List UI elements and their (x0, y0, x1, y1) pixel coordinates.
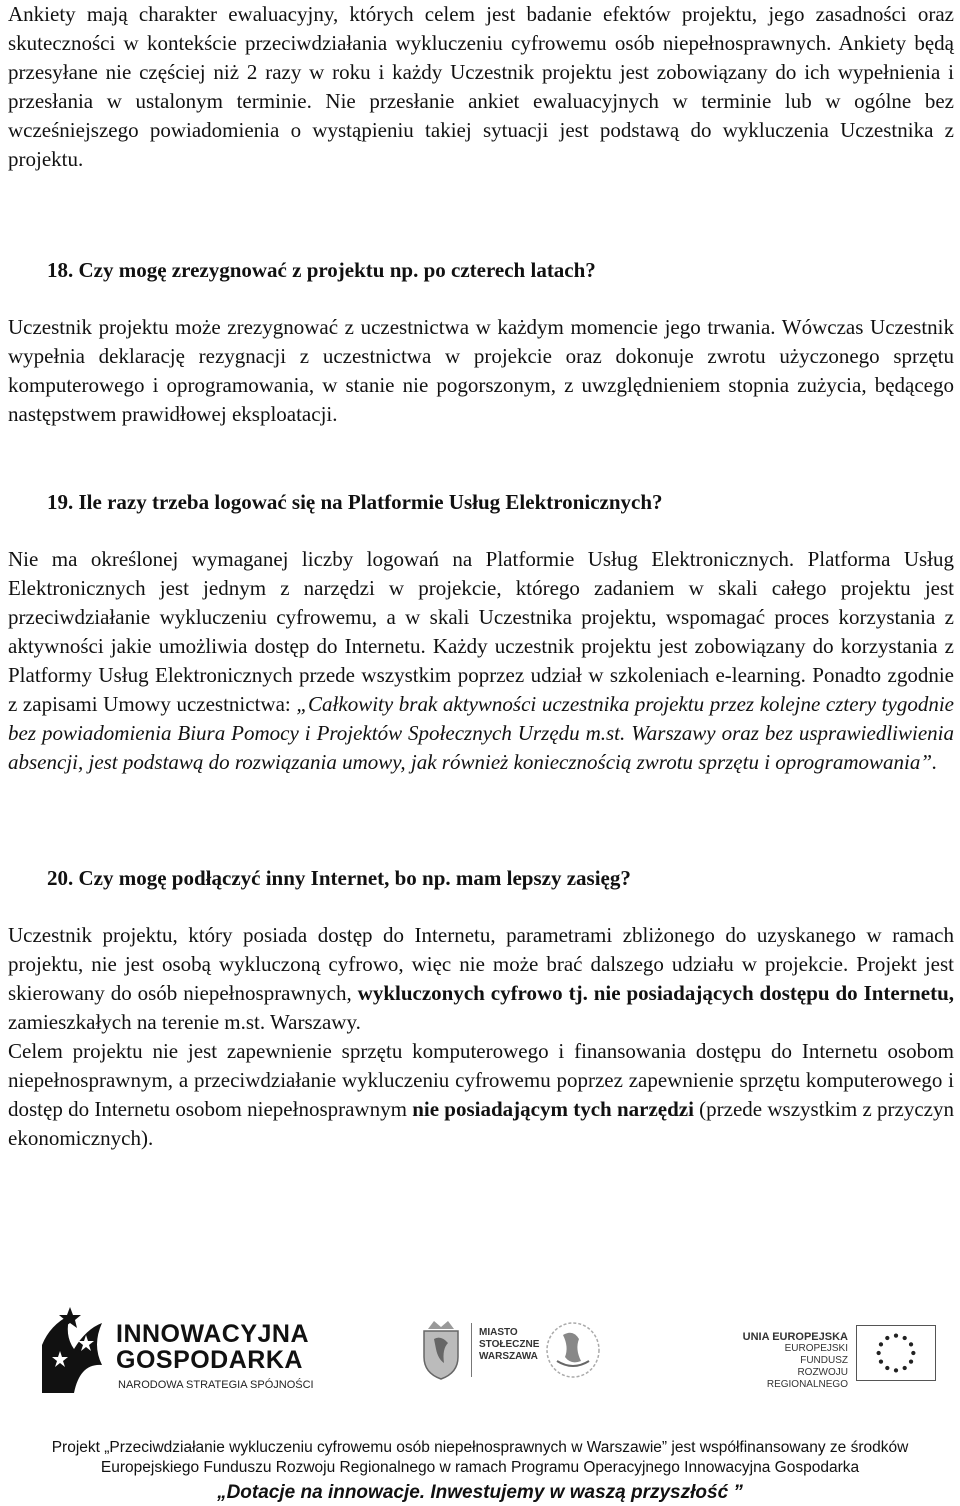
q20-p2-text: Celem projektu nie jest zapewnienie sprzętu komputerowego i finansowania dostępu do Internetu osobom niepełnosprawnym, a przeciwdziałanie wykluczeniu cyfrowemu poprzez zapewnienie sprzętu komputerowego i dostęp do Internetu osobom niepełnosprawnym (8, 1039, 954, 1121)
eu-text (738, 1331, 848, 1391)
innowacyjna-gospodarka-mark-icon (40, 1305, 106, 1395)
q19-text: Nie ma określonej wymaganej liczby logowań na Platformie Usług Elektronicznych. Platforma Usług Elektronicznych jest jednym z narzędzi w projekcie, którego zadaniem w skali całego projektu jest przeciwdziałanie wykluczeniu cyfrowemu, a w skali Uczestnika projektu, wspomagać proces korzystania z aktywności jakie umożliwia dostęp do Internetu. Każdy uczestnik projektu jest zobowiązany do korzystania z Platformy Usług Elektronicznych przede wszystkim poprzez udział w szkoleniach e-learning. Ponadto zgodnie z zapisami Umowy uczestnictwa: (8, 547, 954, 716)
eu-line1: UNIA EUROPEJSKA (742, 1331, 848, 1343)
ig-line1: INNOWACYJNA (116, 1320, 310, 1348)
q20-p1-text-end: zamieszkałych na terenie m.st. Warszawy. (8, 1010, 361, 1034)
q18-text: Uczestnik projektu może zrezygnować z uczestnictwa w każdym momencie jego trwania. Wówczas Uczestnik wypełnia deklarację rezygnacji z uczestnictwa w projekcie oraz dokonuje zwrotu użyczonego sprzętu komputerowego i oprogramowania, w stanie nie pogorszonym, z uwzględnieniem stopnia zużycia, będącego następstwem prawidłowej eksploatacji. (8, 315, 954, 426)
ig-line3: NARODOWA STRATEGIA SPÓJNOŚCI (118, 1379, 314, 1391)
question-19-heading: 19. Ile razy trzeba logować się na Platformie Usług Elektronicznych? (47, 490, 663, 514)
intro-paragraph (8, 0, 954, 174)
q20-p1-bold: wykluczonych cyfrowo tj. nie posiadających dostępu do Internetu, (357, 981, 954, 1005)
question-18-heading: 18. Czy mogę zrezygnować z projektu np. po czterech latach? (47, 258, 596, 282)
question-20-heading: 20. Czy mogę podłączyć inny Internet, bo np. mam lepszy zasięg? (47, 866, 631, 890)
footer-line2: Europejskiego Funduszu Rozwoju Regionalnego w ramach Programu Operacyjnego Innowacyjna Gospodarka (100, 1459, 860, 1476)
eu-line3: ROZWOJU REGIONALNEGO (766, 1367, 848, 1390)
logo-strip (0, 1300, 960, 1410)
eu-flag-icon (856, 1325, 936, 1381)
warszawa-logo (415, 1315, 605, 1385)
warsaw-text (479, 1327, 539, 1363)
q20-p1-text: Uczestnik projektu, który posiada dostęp do Internetu, parametrami zbliżonego do uzyskanego w ramach projektu, nie jest osobą wykluczoną cyfrowo, więc nie może brać dalszego udziału w projekcie. Projekt jest skierowany do osób niepełnosprawnych, (8, 923, 954, 1005)
q20-p2-bold: nie posiadającym tych narzędzi (412, 1097, 694, 1121)
eu-logo (738, 1325, 938, 1390)
warsaw-line3: WARSZAWA (479, 1351, 538, 1362)
footer-line1: Projekt „Przeciwdziałanie wykluczeniu cyfrowemu osób niepełnosprawnych w Warszawie” jest współfinansowany ze środków (51, 1439, 909, 1456)
warsaw-siren-icon (545, 1321, 601, 1379)
ig-line2: GOSPODARKA (116, 1346, 303, 1374)
question-18-answer (8, 313, 954, 429)
question-19-answer (8, 545, 954, 777)
question-20-answer (8, 921, 954, 1153)
intro-text: Ankiety mają charakter ewaluacyjny, których celem jest badanie efektów projektu, jego zasadności oraz skuteczności w kontekście przeciwdziałania wykluczeniu cyfrowemu osób niepełnosprawnych. Ankiety będą przesyłane nie częściej niż 2 razy w roku i każdy Uczestnik projektu jest zobowiązany do ich wypełnienia i przesłania w ustalonym terminie. Nie przesłanie ankiet ewaluacyjnych w terminie lub w ogólne bez wcześniejszego powiadomienia o wystąpieniu takiej sytuacji jest podstawą do wykluczenia Uczestnika z projektu. (8, 2, 954, 171)
q20-p2-text-end: (przede wszystkim z przyczyn ekonomicznych). (8, 1097, 954, 1150)
warsaw-crest-icon (420, 1319, 462, 1381)
q19-quote: „Całkowity brak aktywności uczestnika projektu przez kolejne cztery tygodnie bez powiadomienia Biura Pomocy i Projektów Społecznych Urzędu m.st. Warszawy oraz bez usprawiedliwienia absencji, jest podstawą do rozwiązania umowy, jak również koniecznością zwrotu sprzętu i oprogramowania”. (8, 692, 954, 774)
warsaw-line2: STOŁECZNE (479, 1339, 540, 1350)
innowacyjna-gospodarka-logo (40, 1305, 314, 1395)
crest-divider (471, 1323, 472, 1377)
warsaw-line1: MIASTO (479, 1327, 518, 1338)
eu-line2: EUROPEJSKI FUNDUSZ (784, 1343, 848, 1366)
footer-slogan: „Dotacje na innowacje. Inwestujemy w waszą przyszłość ” (217, 1482, 743, 1503)
